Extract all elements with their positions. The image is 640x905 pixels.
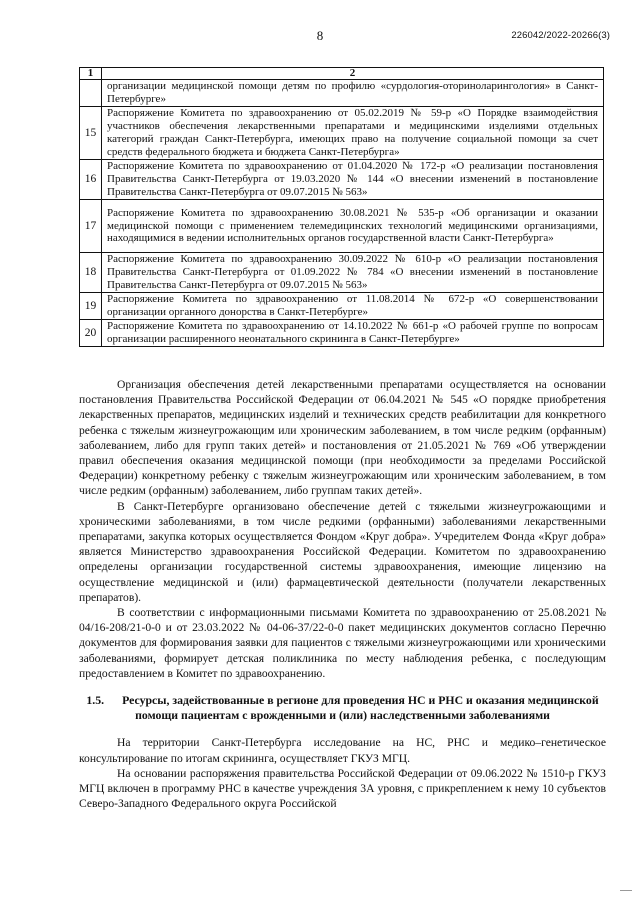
section-heading <box>79 693 606 723</box>
column-header-text: 2 <box>102 68 604 80</box>
row-number: 16 <box>80 160 102 200</box>
row-text: Распоряжение Комитета по здравоохранению от 11.08.2014 № 672-р «О совершенствовании организации органного донорства в Санкт-Петербурге» <box>102 293 604 320</box>
row-text: Распоряжение Комитета по здравоохранению от 14.10.2022 № 661-р «О рабочей группе по вопросам организации расширенного неонатального скрининга в Санкт-Петербурге» <box>102 320 604 347</box>
table-row <box>80 253 604 293</box>
row-number: 17 <box>80 200 102 253</box>
paragraph-mgc-screening: На территории Санкт-Петербурга исследование на НС, РНС и медико–генетическое консультирование по итогам скрининга, осуществляет ГКУЗ МГЦ. <box>79 736 606 765</box>
column-header-number: 1 <box>80 68 102 80</box>
section-number: 1.5. <box>86 693 105 708</box>
row-text: организации медицинской помощи детям по профилю «сурдология-оториноларингология» в Санкт-Петербурге» <box>102 80 604 107</box>
row-text: Распоряжение Комитета по здравоохранению 30.08.2021 № 535-р «Об организации и оказании медицинской помощи с применением телемедицинских технологий медицинскими организациями, находящимися в ведении исполнительных органов государственной власти Санкт-Петербурга» <box>102 200 604 253</box>
table-row <box>80 200 604 253</box>
row-number: 18 <box>80 253 102 293</box>
row-text: Распоряжение Комитета по здравоохранению от 05.02.2019 № 59-р «О Порядке взаимодействия участников обеспечения лекарственными препаратами и медицинскими изделиями отдельных категорий граждан Санкт-Петербурга, имеющих право на получение социальной помощи за счет средств федерального бюджета и бюджета Санкт-Петербурга» <box>102 107 604 160</box>
row-number: 19 <box>80 293 102 320</box>
row-number: 20 <box>80 320 102 347</box>
table-header-row <box>80 68 604 80</box>
page-number: 8 <box>316 28 324 43</box>
paragraph-drug-provision-basis: Организация обеспечения детей лекарственными препаратами осуществляется на основании постановления Правительства Российской Федерации от 06.04.2021 № 545 «О порядке приобретения лекарственных препаратов, медицинских изделий и технических средств реабилитации для конкретного ребенка с тяжелым жизнеугрожающим или хроническим заболеванием, в том числе редким (орфанным) заболеванием, либо для групп таких детей» и постановления от 21.05.2021 № 769 «Об утверждении правил обеспечения оказания медицинской помощи (при необходимости за пределами Российской Федерации) конкретному ребенку с тяжелым жизнеугрожающим или хроническим заболеванием, в том числе редким (орфанным) заболеванием, либо группам таких детей». <box>79 378 606 498</box>
document-id: 226042/2022-20266(3) <box>511 30 610 41</box>
table-row <box>80 293 604 320</box>
row-text: Распоряжение Комитета по здравоохранению от 01.04.2020 № 172-р «О реализации постановления Правительства Санкт-Петербурга от 19.03.2020 № 144 «О внесении изменений в постановление Правительства Санкт-Петербурга от 09.07.2015 № 563» <box>102 160 604 200</box>
table-row <box>80 107 604 160</box>
table-row <box>80 80 604 107</box>
paragraph-information-letters: В соответствии с информационными письмами Комитета по здравоохранению от 25.08.2021 № 04/16-208/21-0-0 и от 23.03.2022 № 04-06-37/22-0-0 пакет медицинских документов согласно Перечню документов для формирования заявки для пациентов с тяжелыми жизнеугрожающими или хроническими заболеваниями, формирует детская поликлиника по месту наблюдения ребенка, с последующим предоставлением в Комитет по здравоохранению. <box>79 606 606 680</box>
document-body <box>79 377 606 811</box>
row-number: 15 <box>80 107 102 160</box>
row-text: Распоряжение Комитета по здравоохранению 30.09.2022 № 610-р «О реализации постановления Правительства Санкт-Петербурга от 01.09.2022 № 784 «О внесении изменений в постановление Правительства Санкт-Петербурга от 09.07.2015 № 563» <box>102 253 604 293</box>
legal-acts-table <box>79 67 604 347</box>
paragraph-rns-program: На основании распоряжения правительства Российской Федерации от 09.06.2022 № 1510-р ГКУЗ МГЦ включен в программу РНС в качестве учреждения 3А уровня, с прикреплением к нему 10 субъектов Северо-Западного Федерального округа Российской <box>79 766 606 811</box>
section-title: Ресурсы, задействованные в регионе для проведения НС и РНС и оказания медицинской помощи пациентам с врожденными и (или) наследственными заболеваниями <box>122 693 599 723</box>
edge-mark <box>620 890 632 891</box>
paragraph-krug-dobra-fund: В Санкт-Петербурге организовано обеспечение детей с тяжелыми жизнеугрожающими и хроническими заболеваниями, в том числе редкими (орфанными) заболеваниями лекарственными препаратами, закупка которых осуществляется Фондом «Круг добра». Учредителем Фонда «Круг добра» является Министерство здравоохранения Российской Федерации. Комитетом по здравоохранению определены организации государственной системы здравоохранения, имеющие лицензию на осуществление медицинской и (или) фармацевтической деятельности (получатели лекарственных препаратов). <box>79 499 606 604</box>
row-number <box>80 80 102 107</box>
table-row <box>80 160 604 200</box>
table-row <box>80 320 604 347</box>
